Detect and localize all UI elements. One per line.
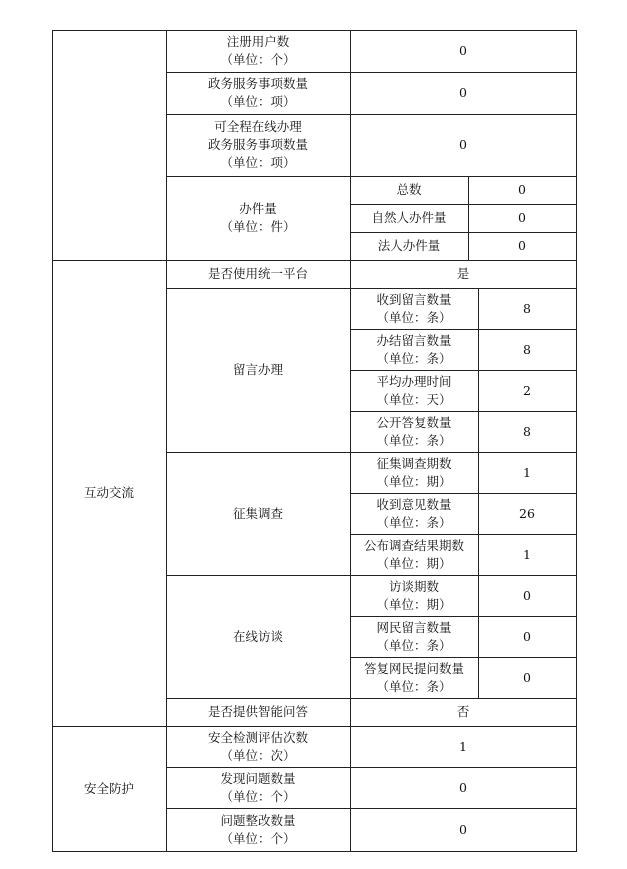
value-cell-text: 0 [459,821,467,837]
value-cell-text: 0 [523,628,531,644]
item-label-text: 留言办理 [232,362,283,377]
value-cell-text: 0 [459,779,467,795]
value-cell-text: 0 [523,669,531,685]
item-label [166,452,350,575]
sub-item-label-text: 法人办件量 [377,238,441,253]
value-cell [478,288,576,329]
item-label-text: 问题整改数量 [220,812,296,828]
sub-item-label [350,452,478,493]
value-cell-text: 0 [459,43,467,58]
value-cell [350,30,576,72]
item-label-text: （单位：个） [220,788,296,804]
item-label [166,72,350,114]
value-cell [478,493,576,534]
item-label [166,698,350,726]
sub-item-label-text: 总数 [396,182,422,197]
sub-item-label-text: （单位：条） [376,350,452,366]
item-label-text: 发现问题数量 [220,770,296,786]
item-label [166,30,350,72]
sub-item-label [350,534,478,575]
value-cell-text: 8 [523,341,531,357]
sub-item-label [350,232,468,260]
item-label [166,726,350,767]
value-cell-text: 0 [523,587,531,603]
column-divider [576,30,577,852]
value-cell-text: 26 [519,505,535,521]
sub-item-label-text: （单位：天） [376,391,452,407]
sub-item-label-text: 平均办理时间 [376,373,452,389]
item-label [166,767,350,808]
value-cell-text: 0 [518,182,526,197]
sub-item-label [350,493,478,534]
item-label-text: 政务服务事项数量 [207,76,308,91]
sub-item-label-text: 收到意见数量 [376,496,452,512]
value-cell [478,370,576,411]
value-cell [478,411,576,452]
sub-item-label-text: 答复网民提问数量 [363,660,464,676]
item-label-text: 办件量 [239,201,277,216]
item-label-text: 是否使用统一平台 [207,266,308,281]
item-label [166,808,350,851]
sub-item-label [350,288,478,329]
sub-item-label-text: （单位：条） [376,309,452,325]
sub-item-label-text: （单位：期） [376,596,452,612]
sub-item-label-text: 自然人办件量 [371,210,447,225]
value-cell [478,534,576,575]
value-cell [478,657,576,698]
sub-item-label [350,411,478,452]
sub-item-label-text: （单位：期） [376,473,452,489]
value-cell-text: 8 [523,423,531,439]
category-label-text: 安全防护 [83,780,134,796]
category-label-text: 互动交流 [83,485,134,500]
sub-item-label-text: （单位：条） [376,514,452,530]
value-cell [468,232,576,260]
value-cell [350,72,576,114]
value-cell-text: 2 [523,382,531,398]
value-cell [350,808,576,851]
value-cell [468,204,576,232]
sub-item-label [350,657,478,698]
value-cell [350,114,576,176]
item-label-text: 在线访谈 [232,628,283,644]
value-cell-text: 0 [518,210,526,225]
sub-item-label [350,204,468,232]
value-cell-text: 1 [523,546,531,562]
item-label-text: 是否提供智能问答 [207,704,308,719]
item-label-text: （单位：个） [220,52,296,67]
value-cell [350,698,576,726]
value-cell [350,260,576,288]
sub-item-label-text: 网民留言数量 [376,619,452,635]
value-cell-text: 0 [518,238,526,253]
item-label [166,288,350,452]
sub-item-label [350,176,468,204]
item-label-text: 安全检测评估次数 [207,729,308,745]
value-cell-text: 0 [459,137,467,152]
sub-item-label [350,616,478,657]
item-label [166,176,350,260]
item-label-text: 可全程在线办理 [214,119,302,134]
value-cell [468,176,576,204]
item-label-text: （单位：次） [220,747,296,763]
item-label [166,114,350,176]
value-cell [478,575,576,616]
item-label-text: （单位：个） [220,830,296,846]
sub-item-label-text: 收到留言数量 [376,291,452,307]
sub-item-label [350,329,478,370]
sub-item-label-text: 公布调查结果期数 [363,537,464,553]
value-cell-text: 是 [456,266,470,281]
item-label-text: 政务服务事项数量 [207,137,308,152]
value-cell-text: 1 [523,464,531,480]
value-cell [478,452,576,493]
value-cell-text: 否 [456,704,470,719]
category-label [52,726,166,851]
category-label [52,260,166,726]
sub-item-label-text: 公开答复数量 [376,414,452,430]
item-label-text: （单位：项） [220,155,296,170]
sub-item-label-text: （单位：条） [376,678,452,694]
sub-item-label [350,575,478,616]
sub-item-label-text: 访谈期数 [388,578,439,594]
row-divider [52,851,577,852]
value-cell [478,616,576,657]
value-cell-text: 0 [459,85,467,100]
item-label-text: 注册用户数 [226,34,290,49]
value-cell [478,329,576,370]
item-label [166,260,350,288]
item-label-text: 征集调查 [232,505,283,521]
sub-item-label-text: （单位：条） [376,637,452,653]
sub-item-label-text: （单位：条） [376,432,452,448]
item-label-text: （单位：件） [220,219,296,234]
item-label-text: （单位：项） [220,94,296,109]
sub-item-label-text: 征集调查期数 [376,455,452,471]
value-cell-text: 1 [459,738,467,754]
value-cell [350,726,576,767]
item-label [166,575,350,698]
value-cell-text: 8 [523,300,531,316]
sub-item-label [350,370,478,411]
sub-item-label-text: 办结留言数量 [376,332,452,348]
sub-item-label-text: （单位：期） [376,555,452,571]
value-cell [350,767,576,808]
